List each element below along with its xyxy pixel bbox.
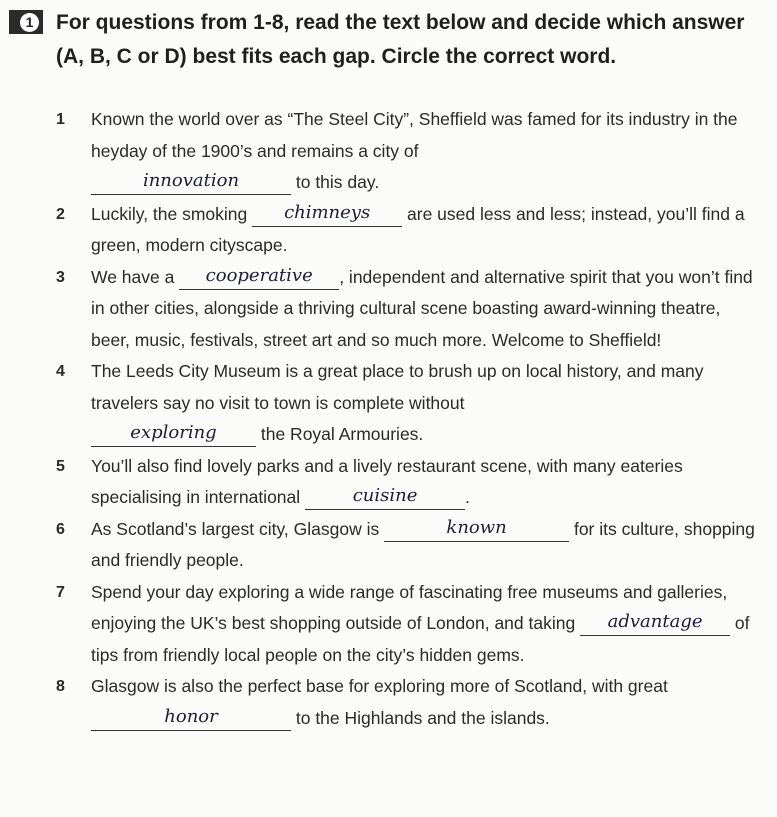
question-item <box>56 262 756 357</box>
question-text-before: You’ll also find lovely parks and a lively restaurant scene, with many eateries specialising in international <box>91 455 683 507</box>
question-text-after: to this day. <box>291 172 380 192</box>
question-text-before: We have a <box>91 266 180 287</box>
question-number: 3 <box>56 268 65 286</box>
question-list <box>56 104 756 734</box>
question-text-after: , independent and alternative spirit that you won’t find in other cities, alongside a thriving cultural scene boasting award-winning theatre, beer, music, festivals, street art and so much more. Welcome to Sheffield! <box>91 266 753 350</box>
question-number: 8 <box>56 678 65 695</box>
question-text-after: of tips from friendly local people on the city’s hidden gems. <box>91 613 750 665</box>
question-text-before: Glasgow is also the perfect base for exploring more of Scotland, with great <box>91 676 668 696</box>
question-text-before: Spend your day exploring a wide range of fascinating free museums and galleries, enjoying the UK’s best shopping outside of London, and taking <box>91 581 728 633</box>
question-number: 2 <box>56 205 65 223</box>
question-text-before: As Scotland’s largest city, Glasgow is <box>91 518 385 539</box>
question-text-before: The Leeds City Museum is a great place to brush up on local history, and many travelers say no visit to town is complete without <box>91 361 704 413</box>
answer-blank[interactable] <box>91 422 256 447</box>
handwritten-answer: chimneys <box>284 201 371 223</box>
question-text-after: . <box>465 487 470 507</box>
answer-blank[interactable] <box>305 485 465 510</box>
question-item <box>56 356 756 451</box>
answer-blank[interactable] <box>179 264 339 290</box>
answer-blank[interactable] <box>91 170 291 195</box>
question-item <box>56 104 756 199</box>
handwritten-answer: cuisine <box>352 485 418 506</box>
answer-blank[interactable] <box>580 611 730 636</box>
handwritten-answer: exploring <box>130 422 217 443</box>
question-item <box>56 514 756 577</box>
question-number: 4 <box>56 363 65 380</box>
exercise-number: 1 <box>20 13 39 32</box>
handwritten-answer: honor <box>164 705 218 727</box>
question-text-after: are used less and less; instead, you’ll find a green, modern cityscape. <box>91 203 745 255</box>
question-number: 5 <box>56 457 65 475</box>
handwritten-answer: cooperative <box>205 264 313 286</box>
question-text-before: Luckily, the smoking <box>91 203 253 224</box>
question-item <box>56 451 756 514</box>
question-number: 6 <box>56 520 65 538</box>
handwritten-answer: innovation <box>142 170 240 191</box>
question-number: 1 <box>56 111 65 128</box>
question-item <box>56 577 756 672</box>
question-number: 7 <box>56 583 65 601</box>
exercise-instructions: For questions from 1-8, read the text below and decide which answer (A, B, C or D) best fits each gap. Circle the correct word. <box>56 11 745 68</box>
handwritten-answer: advantage <box>607 611 703 632</box>
question-text-after: the Royal Armouries. <box>256 424 424 444</box>
answer-blank[interactable] <box>252 201 402 227</box>
exercise-number-badge <box>9 10 43 34</box>
answer-blank[interactable] <box>384 516 569 542</box>
question-item <box>56 671 756 734</box>
question-text-after: for its culture, shopping and friendly people. <box>91 518 755 570</box>
question-text-after: to the Highlands and the islands. <box>291 707 550 728</box>
question-text-before: Known the world over as “The Steel City”, Sheffield was famed for its industry in the heyday of the 1900’s and remains a city of <box>91 109 738 161</box>
answer-blank[interactable] <box>91 705 291 731</box>
handwritten-answer: known <box>446 516 507 538</box>
question-item <box>56 199 756 262</box>
